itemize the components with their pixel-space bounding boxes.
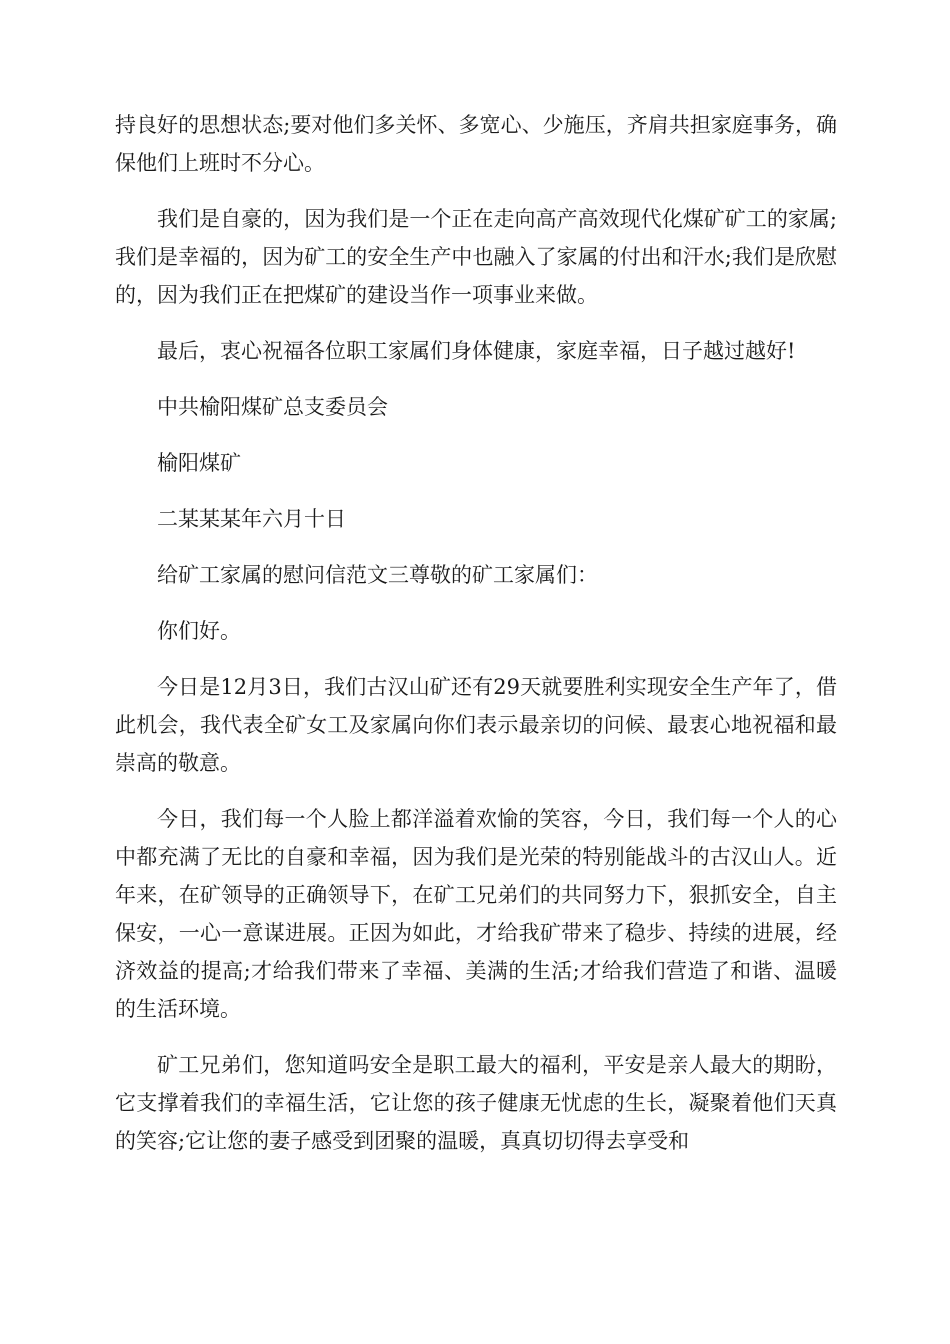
signature-mine: 榆阳煤矿	[157, 451, 241, 475]
letter-title: 给矿工家属的慰问信范文三尊敬的矿工家属们：	[157, 563, 598, 587]
paragraph-closing-wish: 最后，衷心祝福各位职工家属们身体健康，家庭幸福，日子越过越好!	[157, 339, 796, 363]
document-body	[115, 106, 837, 1178]
signature-date: 二某某某年六月十日	[157, 507, 346, 531]
signature-committee: 中共榆阳煤矿总支委员会	[157, 395, 388, 419]
paragraph-date-intro: 今日是12月3日，我们古汉山矿还有29天就要胜利实现安全生产年了，借此机会，我代表全矿女工及家属向你们表示最亲切的问候、最衷心地祝福和最崇高的敬意。	[115, 675, 837, 775]
letter-greeting: 你们好。	[157, 619, 241, 643]
paragraph-brothers: 矿工兄弟们，您知道吗安全是职工最大的福利，平安是亲人最大的期盼，它支撑着我们的幸福生活，它让您的孩子健康无忧虑的生长，凝聚着他们天真的笑容;它让您的妻子感受到团聚的温暖，真真切切得去享受和	[115, 1053, 837, 1153]
paragraph-today: 今日，我们每一个人脸上都洋溢着欢愉的笑容，今日，我们每一个人的心中都充满了无比的自豪和幸福，因为我们是光荣的特别能战斗的古汉山人。近年来，在矿领导的正确领导下，在矿工兄弟们的共同努力下，狠抓安全，自主保安，一心一意谋进展。正因为如此，才给我矿带来了稳步、持续的进展，经济效益的提高;才给我们带来了幸福、美满的生活;才给我们营造了和谐、温暖的生活环境。	[115, 807, 837, 1021]
paragraph-continued: 持良好的思想状态;要对他们多关怀、多宽心、少施压，齐肩共担家庭事务，确保他们上班时不分心。	[115, 113, 837, 175]
paragraph-pride: 我们是自豪的，因为我们是一个正在走向高产高效现代化煤矿矿工的家属;我们是幸福的，因为矿工的安全生产中也融入了家属的付出和汗水;我们是欣慰的，因为我们正在把煤矿的建设当作一项事业来做。	[115, 207, 837, 307]
